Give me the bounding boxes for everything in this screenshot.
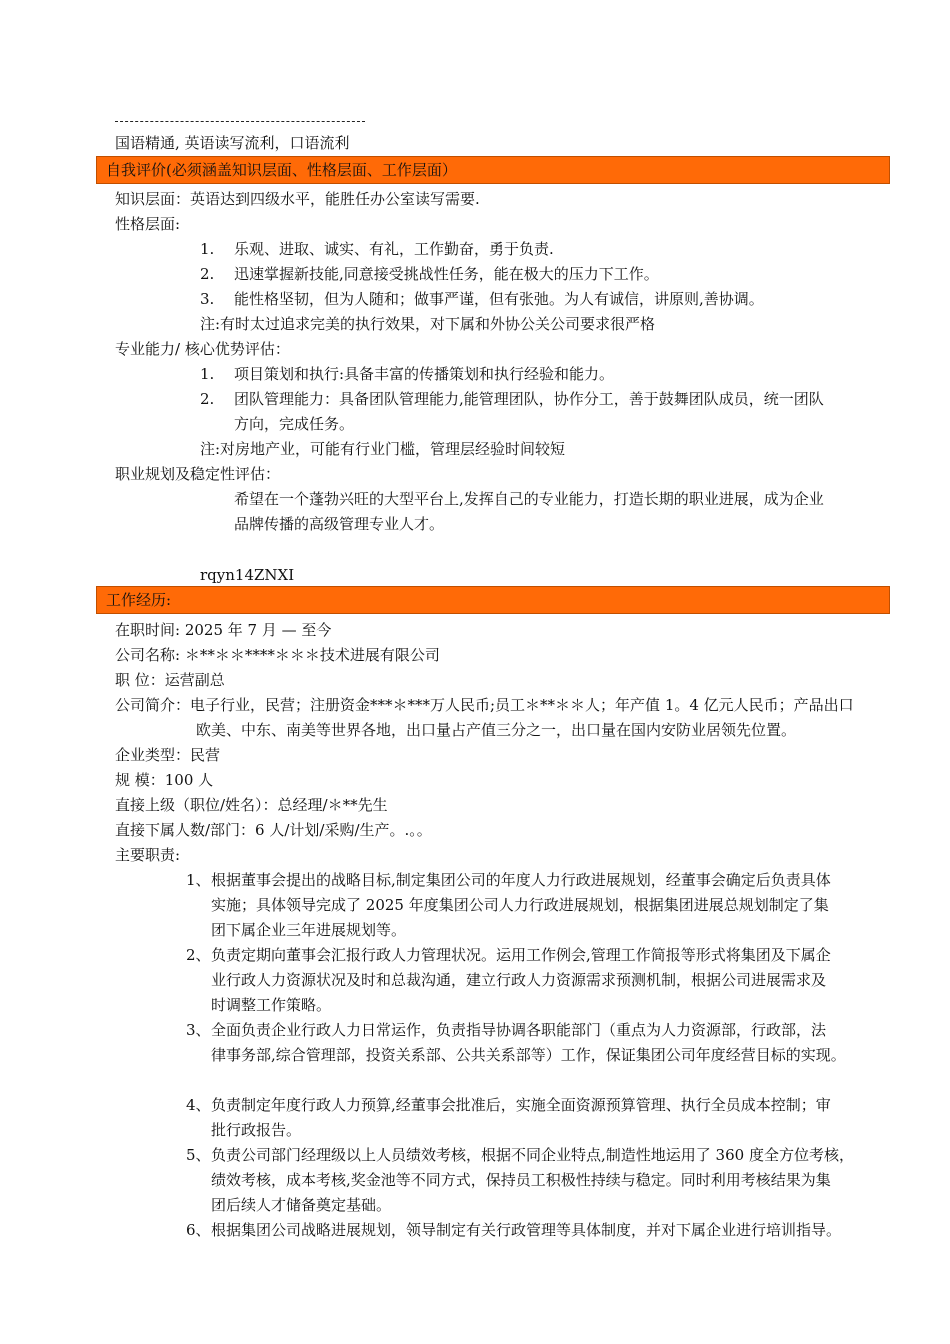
- duty-item: 根据集团公司战略进展规划，领导制定有关行政管理等具体制度，并对下属企业进行培训指导。: [211, 1221, 842, 1239]
- duty-item-continued: 批行政报告。: [211, 1121, 302, 1139]
- duty-item: 全面负责企业行政人力日常运作，负责指导协调各职能部门（重点为人力资源部，行政部，法: [211, 1021, 827, 1039]
- duty-item: 负责公司部门经理级以上人员绩效考核，根据不同企业特点,制造性地运用了 360 度全方位考核，: [211, 1146, 854, 1164]
- company-type: 企业类型：民营: [115, 746, 221, 764]
- list-item: 团队管理能力：具备团队管理能力,能管理团队，协作分工，善于鼓舞团队成员，统一团队: [234, 390, 824, 408]
- watermark-code: rqyn14ZNXI: [200, 566, 295, 584]
- list-item-number: 3.: [200, 290, 215, 308]
- section-header-self-eval: 自我评价(必须涵盖知识层面、性格层面、工作层面）: [96, 156, 890, 184]
- section-header-work: 工作经历:: [96, 586, 890, 614]
- list-item-number: 1.: [200, 365, 215, 383]
- duty-item-continued: 团下属企业三年进展规划等。: [211, 921, 407, 939]
- duty-item-continued: 团后续人才储备奠定基础。: [211, 1196, 392, 1214]
- language-skills: 国语精通, 英语读写流利，口语流利: [115, 134, 350, 152]
- list-item: 项目策划和执行:具备丰富的传播策划和执行经验和能力。: [234, 365, 615, 383]
- duty-number: 6、: [186, 1221, 211, 1239]
- duty-item-continued: 律事务部,综合管理部，投资关系部、公共关系部等）工作，保证集团公司年度经营目标的实现。: [211, 1046, 846, 1064]
- list-item-continued: 方向，完成任务。: [234, 415, 355, 433]
- duty-item: 负责制定年度行政人力预算,经董事会批准后，实施全面资源预算管理、执行全员成本控制；审: [211, 1096, 831, 1114]
- list-item-number: 2.: [200, 265, 215, 283]
- duty-number: 2、: [186, 946, 211, 964]
- list-item: 乐观、进取、诚实、有礼，工作勤奋，勇于负责.: [234, 240, 554, 258]
- duty-item: 负责定期向董事会汇报行政人力管理状况。运用工作例会,管理工作简报等形式将集团及下属企: [211, 946, 831, 964]
- pro-ability-note: 注:对房地产业，可能有行业门槛，管理层经验时间较短: [200, 440, 566, 458]
- job-position: 职 位：运营副总: [115, 671, 225, 689]
- duty-number: 1、: [186, 871, 211, 889]
- personality-label: 性格层面:: [115, 215, 181, 233]
- duty-item-continued: 绩效考核，成本考核,奖金池等不同方式，保持员工积极性持续与稳定。同时利用考核结果为集: [211, 1171, 831, 1189]
- dashed-rule: [115, 121, 365, 122]
- duty-number: 3、: [186, 1021, 211, 1039]
- list-item-number: 2.: [200, 390, 215, 408]
- employment-period: 在职时间: 2025 年 7 月 — 至今: [115, 621, 332, 639]
- knowledge-level: 知识层面：英语达到四级水平，能胜任办公室读写需要.: [115, 190, 480, 208]
- list-item-number: 1.: [200, 240, 215, 258]
- duty-item-continued: 实施；具体领导完成了 2025 年度集团公司人力行政进展规划，根据集团进展总规划制定了集: [211, 896, 829, 914]
- list-item: 能性格坚韧，但为人随和；做事严谨，但有张弛。为人有诚信，讲原则,善协调。: [234, 290, 764, 308]
- duty-item-continued: 时调整工作策略。: [211, 996, 332, 1014]
- company-scale: 规 模：100 人: [115, 771, 214, 789]
- duty-item-continued: 业行政人力资源状况及时和总裁沟通，建立行政人力资源需求预测机制，根据公司进展需求及: [211, 971, 827, 989]
- direct-superior: 直接上级（职位/姓名）：总经理/＊**先生: [115, 796, 388, 814]
- pro-ability-label: 专业能力/ 核心优势评估：: [115, 340, 290, 358]
- company-intro-continued: 欧美、中东、南美等世界各地，出口量占产值三分之一，出口量在国内安防业居领先位置。: [196, 721, 797, 739]
- duty-item: 根据董事会提出的战略目标,制定集团公司的年度人力行政进展规划，经董事会确定后负责具体: [211, 871, 831, 889]
- personality-note: 注:有时太过追求完美的执行效果，对下属和外协公关公司要求很严格: [200, 315, 656, 333]
- company-intro: 公司简介：电子行业，民营；注册资金***＊***万人民币;员工＊**＊＊人；年产值 1。4 亿元人民币；产品出口: [115, 696, 854, 714]
- direct-subordinates: 直接下属人数/部门：6 人/计划/采购/生产。.。。: [115, 821, 432, 839]
- list-item: 迅速掌握新技能,同意接受挑战性任务，能在极大的压力下工作。: [234, 265, 659, 283]
- career-plan-text: 希望在一个蓬勃兴旺的大型平台上,发挥自己的专业能力，打造长期的职业进展，成为企业: [234, 490, 824, 508]
- duty-number: 4、: [186, 1096, 211, 1114]
- company-name: 公司名称: ＊**＊＊****＊＊＊技术进展有限公司: [115, 646, 440, 664]
- career-plan-text: 品牌传播的高级管理专业人才。: [234, 515, 445, 533]
- duties-label: 主要职责:: [115, 846, 181, 864]
- duty-number: 5、: [186, 1146, 211, 1164]
- career-plan-label: 职业规划及稳定性评估：: [115, 465, 281, 483]
